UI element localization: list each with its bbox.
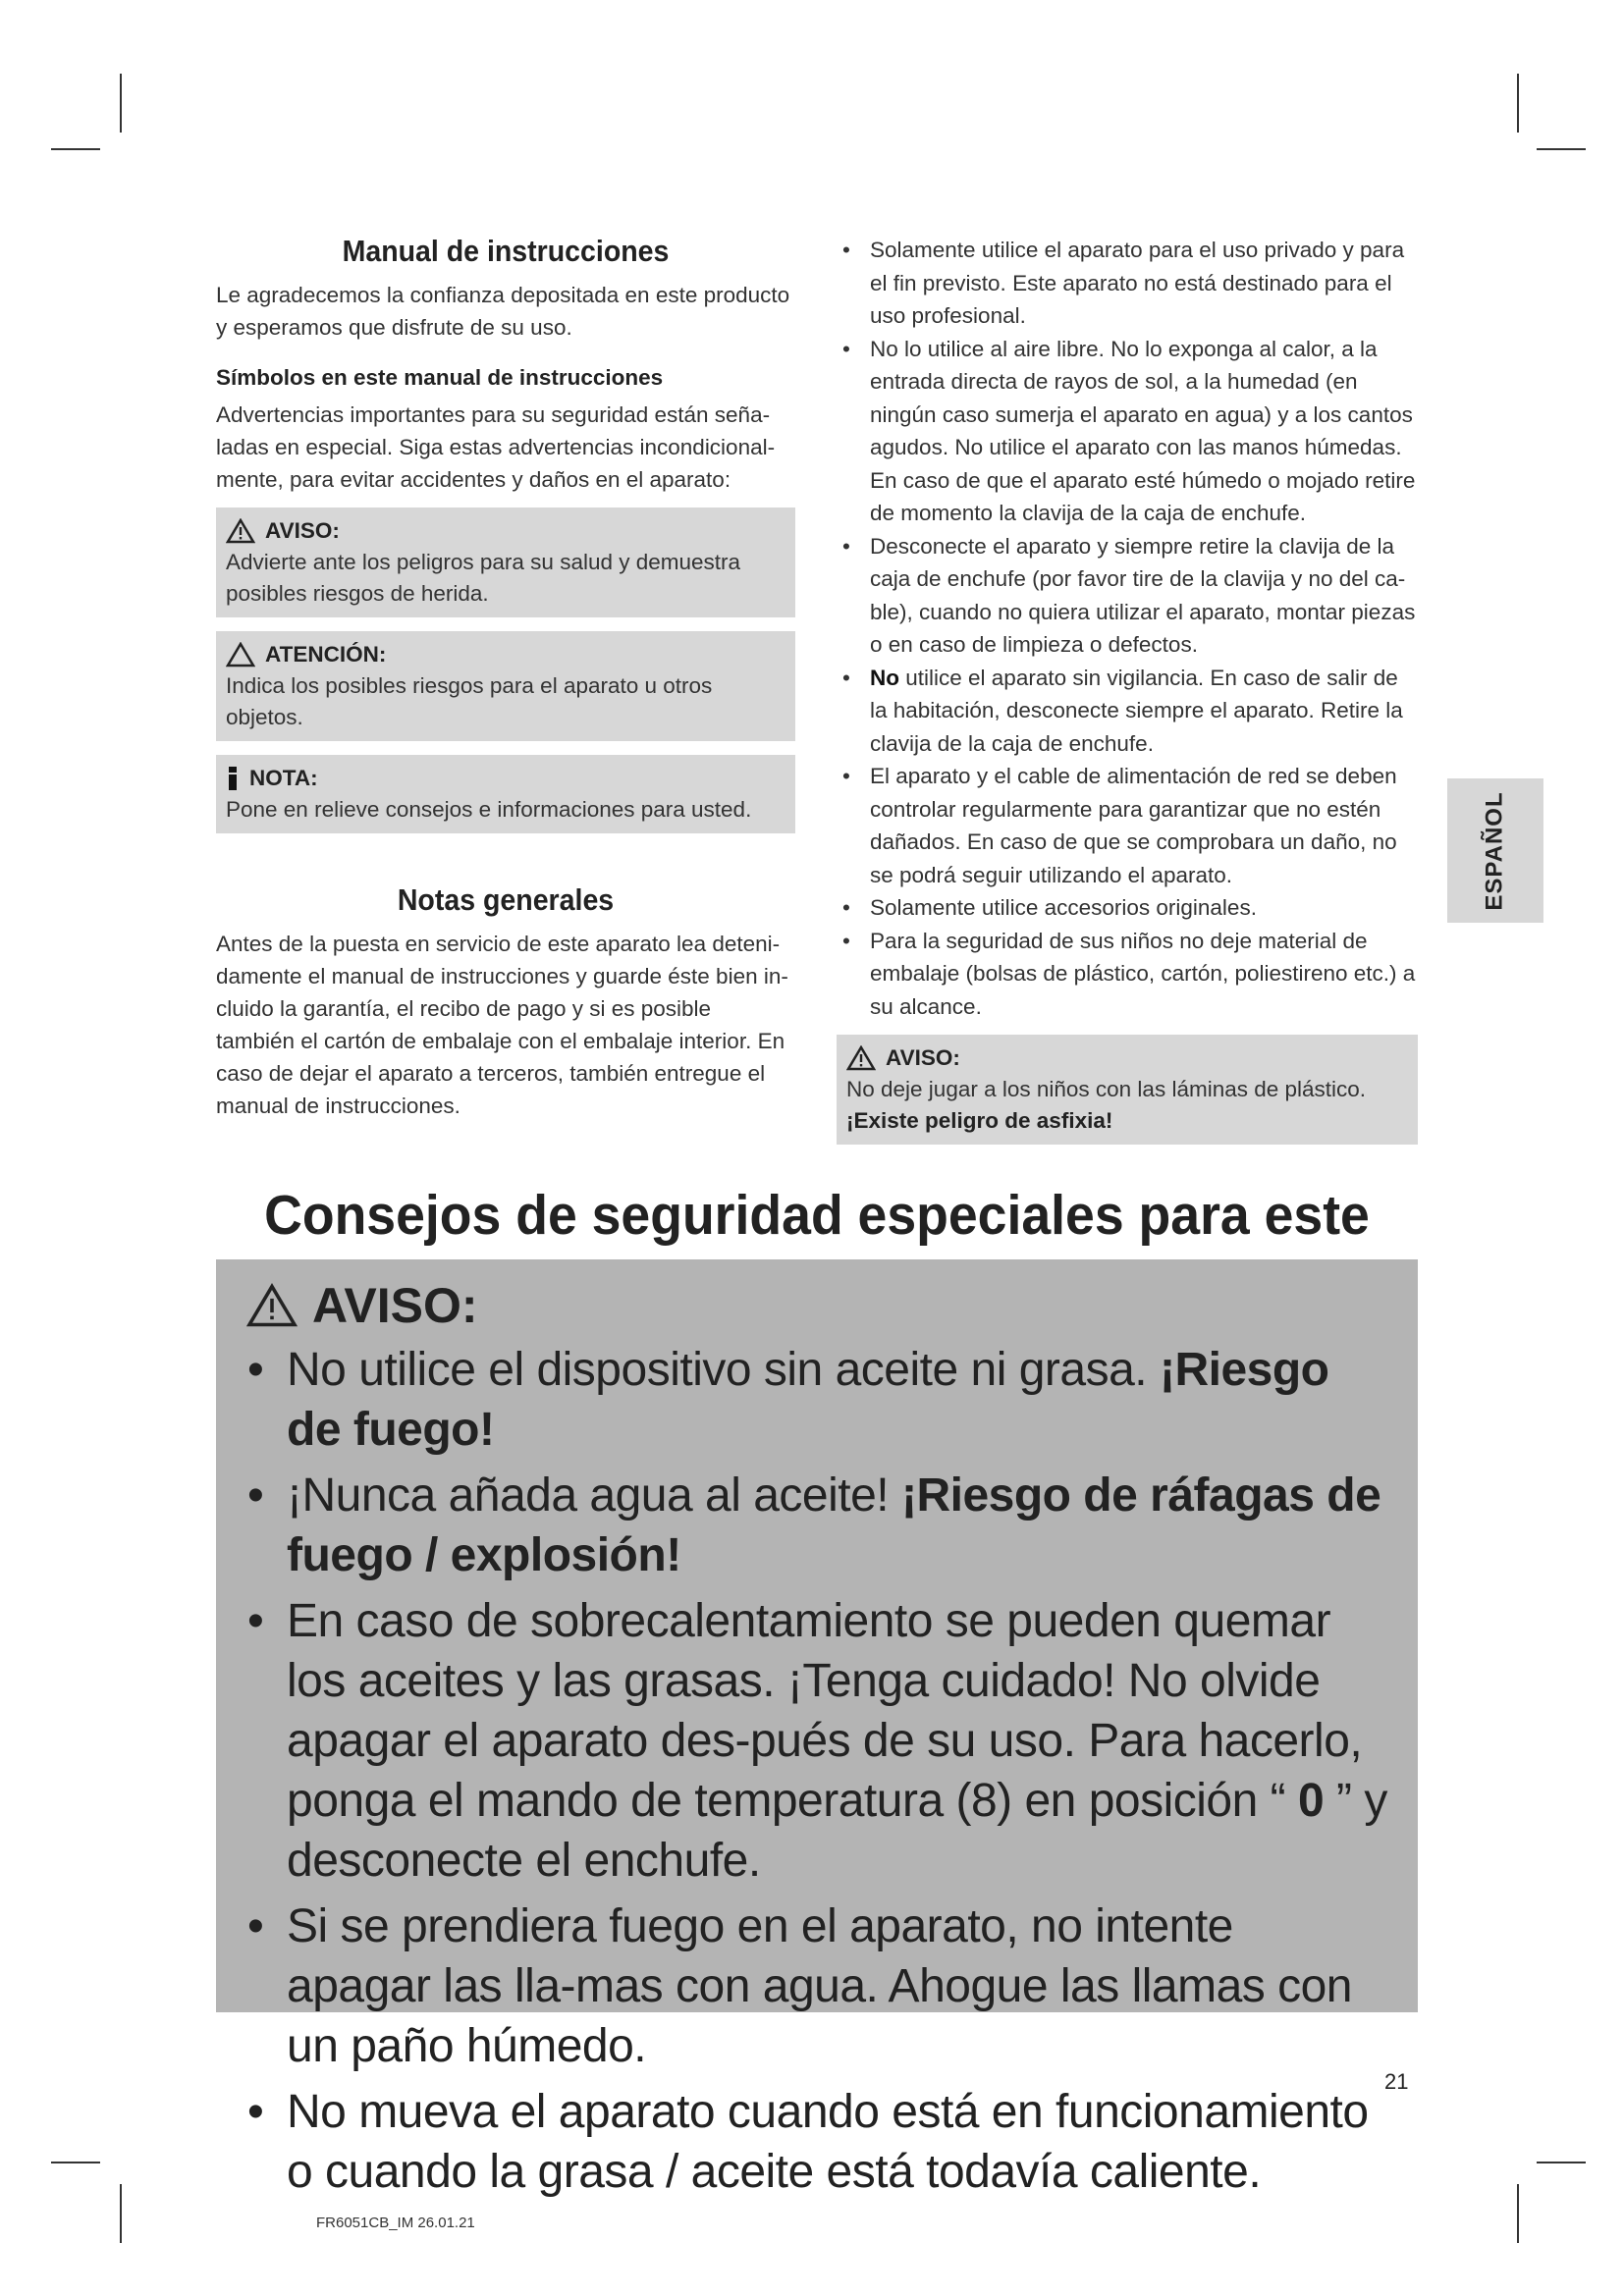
crop-mark [1537, 2162, 1586, 2163]
atencion-box [216, 631, 795, 741]
list-item: • No utilice el aparato sin vigilancia. En caso de salir de la habitación, desconecte siempre el aparato. Retire la clavija de la caja de enchufe. [837, 662, 1418, 761]
aviso-bold: ¡Existe peligro de asfixia! [846, 1108, 1113, 1133]
crop-mark [1517, 2184, 1519, 2243]
special-list [245, 1340, 1388, 2202]
info-icon [226, 765, 240, 792]
page-number: 21 [1384, 2069, 1409, 2094]
right-column [837, 234, 1418, 1145]
list-item: • El aparato y el cable de alimentación de red se deben controlar regularmente para garantizar que no estén dañados. En caso de que se comprobara un daño, no se podrá seguir utilizando el aparato. [837, 760, 1418, 891]
aviso-text: Advierte ante los peligros para su salud y demuestra posibles riesgos de herida. [226, 550, 741, 606]
notas-title: Notas generales [397, 882, 615, 917]
aviso-box-children [837, 1035, 1418, 1145]
nota-text: Pone en relieve consejos e informaciones para usted. [226, 797, 752, 822]
crop-mark [1517, 74, 1519, 133]
aviso-label: AVISO: [265, 518, 340, 543]
aviso-label: AVISO: [886, 1045, 960, 1070]
warning-icon [245, 1283, 298, 1328]
list-item: • Solamente utilice accesorios originales. [837, 891, 1418, 925]
atencion-text: Indica los posibles riesgos para el aparato u otros objetos. [226, 673, 713, 729]
symbols-text: Advertencias importantes para su seguridad están seña-ladas en especial. Siga estas advertencias incondicional-mente, para evitar accidentes y daños en el aparato: [216, 402, 776, 492]
safety-list [837, 234, 1418, 1023]
warning-icon [846, 1045, 876, 1071]
crop-mark [120, 74, 122, 133]
aviso-text: No deje jugar a los niños con las láminas de plástico. [846, 1077, 1367, 1101]
special-aviso-label: AVISO: [312, 1278, 478, 1333]
atencion-label: ATENCIÓN: [265, 642, 387, 667]
list-item: • No mueva el aparato cuando está en funcionamiento o cuando la grasa / aceite está todavía caliente. [245, 2082, 1388, 2202]
manual-title: Manual de instrucciones [342, 234, 670, 268]
aviso-box [216, 507, 795, 617]
crop-mark [51, 2162, 100, 2163]
notas-text: Antes de la puesta en servicio de este aparato lea deteni-damente el manual de instrucciones y guarde éste bien in-cluido la garantía, el recibo de pago y si es posible también el cartón de embalaje con el embalaje interior. En caso de dejar el aparato a terceros, también entregue el manual de instrucciones. [216, 932, 788, 1118]
intro-text: Le agradecemos la confianza depositada en este producto y esperamos que disfrute de su uso. [216, 283, 790, 340]
list-item: • En caso de sobrecalentamiento se pueden quemar los aceites y las grasas. ¡Tenga cuidado! No olvide apagar el aparato des-pués de su uso. Para hacerlo, ponga el mando de temperatura (8) en posición “ 0 ” y desconecte el enchufe. [245, 1591, 1388, 1891]
language-tab [1447, 778, 1543, 923]
crop-mark [120, 2184, 122, 2243]
nota-box [216, 755, 795, 833]
symbols-title: Símbolos en este manual de instrucciones [216, 365, 664, 390]
language-label: ESPAÑOL [1482, 790, 1509, 911]
special-safety-title: Consejos de seguridad especiales para este [264, 1184, 1370, 1247]
list-item: • ¡Nunca añada agua al aceite! ¡Riesgo de ráfagas de fuego / explosión! [245, 1466, 1388, 1585]
list-item: • Desconecte el aparato y siempre retire la clavija de la caja de enchufe (por favor tire de la clavija y no del ca-ble), cuando no quiera utilizar el aparato, montar piezas o en caso de limpieza o defectos. [837, 530, 1418, 662]
list-item: • Para la seguridad de sus niños no deje material de embalaje (bolsas de plástico, cartón, poliestireno etc.) a su alcance. [837, 925, 1418, 1024]
footer-code: FR6051CB_IM 26.01.21 [316, 2215, 475, 2231]
nota-label: NOTA: [249, 766, 318, 790]
left-column [216, 234, 795, 1122]
list-item: • Solamente utilice el aparato para el uso privado y para el fin previsto. Este aparato no está destinado para el uso profesional. [837, 234, 1418, 333]
crop-mark [1537, 148, 1586, 150]
list-item: • Si se prendiera fuego en el aparato, no intente apagar las lla-mas con agua. Ahogue las llamas con un paño húmedo. [245, 1896, 1388, 2076]
list-item: • No utilice el dispositivo sin aceite ni grasa. ¡Riesgo de fuego! [245, 1340, 1388, 1460]
warning-icon [226, 518, 255, 544]
caution-icon [226, 642, 255, 667]
list-item: • No lo utilice al aire libre. No lo exponga al calor, a la entrada directa de rayos de sol, a la humedad (en ningún caso sumerja el aparato en agua) y a los cantos agudos. No utilice el aparato con las manos húmedas. En caso de que el aparato esté húmedo o mojado retire de momento la clavija de la caja de enchufe. [837, 333, 1418, 530]
crop-mark [51, 148, 100, 150]
